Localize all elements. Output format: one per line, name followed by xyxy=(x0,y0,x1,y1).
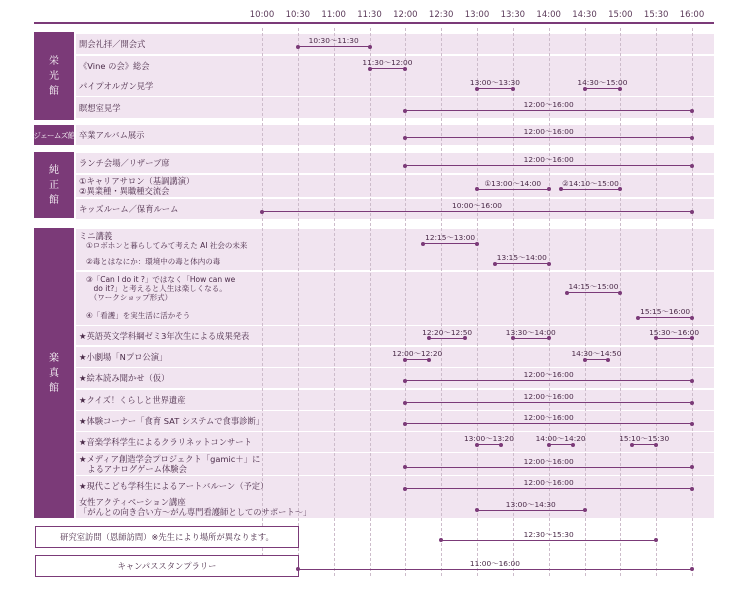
time-tick: 15:30 xyxy=(643,10,669,20)
event-name: ②異業種・異職種交流会 xyxy=(79,186,170,196)
building-name: ジェームズ館 xyxy=(33,130,75,140)
time-range-label: 13:30～14:00 xyxy=(505,327,556,337)
time-range-label: ①13:00～14:00 xyxy=(484,178,542,188)
time-bar xyxy=(585,359,609,360)
time-range-label: 12:00～16:00 xyxy=(523,370,574,380)
event-box-label: キャンパススタンプラリー xyxy=(35,555,299,577)
time-bar xyxy=(441,540,656,541)
time-range-label: 14:15～15:00 xyxy=(568,282,619,292)
time-bar xyxy=(405,165,692,166)
time-bar-endpoint xyxy=(654,538,658,542)
event-name: 卒業アルバム展示 xyxy=(79,130,145,140)
time-tick: 11:30 xyxy=(357,10,382,20)
event-name: キッズルーム／保育ルーム xyxy=(79,204,179,214)
time-range-label: 13:00～14:30 xyxy=(505,499,556,509)
time-range-label: 14:00～14:20 xyxy=(535,434,586,444)
time-range-label: 15:10～15:30 xyxy=(619,434,670,444)
lecture-title: ②毒とはなにか：環境中の毒と体内の毒 xyxy=(86,256,221,266)
time-bar-endpoint xyxy=(690,136,694,140)
time-bar-endpoint xyxy=(690,422,694,426)
time-bar-endpoint xyxy=(475,242,479,246)
time-bar-endpoint xyxy=(583,358,587,362)
row-background xyxy=(76,97,714,118)
grid-line xyxy=(298,28,299,576)
lecture-title: ①ロボホンと暮らしてみて考えた AI 社会の未来 xyxy=(86,241,248,250)
event-box-label: 研究室訪問（恩師訪問）※先生により場所が異なります。 xyxy=(35,526,299,548)
time-range-label: 12:20～12:50 xyxy=(422,327,473,337)
event-name: ランチ会場／リザーブ席 xyxy=(79,158,170,168)
time-bar xyxy=(638,317,692,318)
time-bar xyxy=(405,467,692,468)
event-name: 瞑想室見学 xyxy=(79,102,121,113)
grid-line xyxy=(262,28,263,576)
time-bar xyxy=(405,402,692,403)
event-name: よるアナログゲーム体験会 xyxy=(79,464,187,474)
time-range-label: 12:00～12:20 xyxy=(392,349,443,359)
time-bar-endpoint xyxy=(547,187,551,191)
time-bar xyxy=(429,338,465,339)
time-bar xyxy=(405,110,692,111)
time-bar-endpoint xyxy=(583,508,587,512)
time-bar xyxy=(561,189,621,190)
time-bar xyxy=(298,46,370,47)
time-bar-endpoint xyxy=(565,291,569,295)
time-range-label: 12:00～16:00 xyxy=(523,478,574,488)
time-bar-endpoint xyxy=(690,379,694,383)
time-tick: 14:30 xyxy=(572,10,597,20)
lecture-title: do it?」と考えると人生は楽しくなる。 xyxy=(86,284,227,293)
time-bar xyxy=(656,338,692,339)
time-range-label: 12:00～16:00 xyxy=(523,413,574,423)
row-background xyxy=(76,125,714,145)
time-range-label: 12:30～15:30 xyxy=(523,529,574,539)
time-bar-endpoint xyxy=(547,262,551,266)
building-label xyxy=(34,125,74,145)
grid-line xyxy=(334,28,335,576)
time-range-label: 14:30～15:00 xyxy=(577,78,628,88)
time-range-label: 12:00～16:00 xyxy=(523,456,574,466)
time-bar xyxy=(477,444,501,445)
event-name: ★絵本読み聞かせ（仮） xyxy=(79,373,170,383)
row-background xyxy=(76,153,714,173)
building-label xyxy=(34,228,74,518)
lecture-title: ④「看護」を実生活に活かそう xyxy=(86,310,191,320)
time-bar-endpoint xyxy=(690,401,694,405)
time-bar xyxy=(405,423,692,424)
building-label xyxy=(34,32,74,120)
time-bar-endpoint xyxy=(493,262,497,266)
time-bar xyxy=(370,68,406,69)
building-name: 栄光館 xyxy=(49,55,59,97)
time-range-label: 11:00～16:00 xyxy=(469,558,520,568)
time-bar xyxy=(495,263,549,264)
lecture-title: （ワークショップ形式） xyxy=(86,293,173,302)
time-bar-endpoint xyxy=(439,538,443,542)
time-tick: 12:00 xyxy=(393,10,418,20)
event-name: 《Vine の会》総会 xyxy=(79,61,150,71)
time-bar-endpoint xyxy=(559,187,563,191)
time-range-label: 12:00～16:00 xyxy=(523,100,574,110)
event-name: ★クイズ！くらしと世界遺産 xyxy=(79,395,186,405)
time-tick: 14:00 xyxy=(536,10,561,20)
time-range-label: 10:00～16:00 xyxy=(452,201,502,211)
time-bar xyxy=(298,569,692,570)
time-tick: 10:30 xyxy=(285,10,311,20)
time-range-label: 15:15～16:00 xyxy=(640,307,691,317)
time-bar-endpoint xyxy=(368,45,372,49)
time-bar xyxy=(423,243,477,244)
event-name: ★体験コーナー「食育 SAT システムで食事診断」 xyxy=(79,416,265,426)
time-range-label: 13:15～14:00 xyxy=(496,253,547,263)
event-name: パイプオルガン見学 xyxy=(79,81,154,91)
event-name: ★英語英文学科綱ゼミ3年次生による成果発表 xyxy=(79,330,250,341)
time-bar xyxy=(405,359,429,360)
header-rule xyxy=(34,22,714,24)
time-bar-endpoint xyxy=(690,316,694,320)
time-bar-endpoint xyxy=(690,487,694,491)
event-name: ★メディア創造学会プロジェクト「gamic＋」に xyxy=(79,454,261,464)
time-bar-endpoint xyxy=(296,45,300,49)
time-bar-endpoint xyxy=(547,336,551,340)
time-bar-endpoint xyxy=(421,242,425,246)
time-bar-endpoint xyxy=(368,67,372,71)
time-range-label: 13:00～13:20 xyxy=(463,434,514,444)
time-range-label: 12:00～16:00 xyxy=(523,127,574,137)
time-range-label: 12:00～16:00 xyxy=(523,392,574,402)
time-range-label: 10:30～11:30 xyxy=(308,36,359,46)
time-range-label: 12:15～13:00 xyxy=(425,233,476,243)
time-tick: 10:00 xyxy=(249,10,275,20)
time-bar xyxy=(632,444,656,445)
time-range-label: 12:00～16:00 xyxy=(523,155,574,165)
time-bar xyxy=(477,510,585,511)
grid-line xyxy=(370,28,371,576)
time-bar xyxy=(549,444,573,445)
lecture-title: ③「Can I do it ?」ではなく「How can we xyxy=(86,275,236,284)
time-bar-endpoint xyxy=(690,164,694,168)
time-range-label: ②14:10～15:00 xyxy=(562,178,619,188)
event-name: ★音楽学科学生によるクラリネットコンサート xyxy=(79,437,252,447)
time-range-label: 15:30～16:00 xyxy=(649,327,700,337)
time-tick: 13:00 xyxy=(464,10,490,20)
event-name: 女性アクティベーション講座 xyxy=(79,497,186,507)
time-bar xyxy=(513,338,549,339)
time-tick: 11:00 xyxy=(321,10,346,20)
time-range-label: 13:00～13:30 xyxy=(469,78,520,88)
event-name: ①キャリアサロン（基調講演） xyxy=(79,176,195,186)
time-bar xyxy=(477,189,549,190)
time-bar-endpoint xyxy=(475,87,479,91)
time-bar-endpoint xyxy=(475,443,479,447)
event-name: 「がんとの向き合い方～がん専門看護師としてのサポート～」 xyxy=(79,507,312,517)
time-bar-endpoint xyxy=(583,87,587,91)
time-bar-endpoint xyxy=(690,210,694,214)
building-label xyxy=(34,152,74,218)
time-range-label: 14:30～14:50 xyxy=(571,349,622,359)
time-bar xyxy=(405,380,692,381)
row-background xyxy=(76,368,714,388)
time-bar xyxy=(477,88,513,89)
time-bar-endpoint xyxy=(296,567,300,571)
time-bar-endpoint xyxy=(690,109,694,113)
time-bar xyxy=(405,137,692,138)
time-tick: 15:00 xyxy=(608,10,633,20)
time-bar-endpoint xyxy=(499,443,503,447)
time-bar-endpoint xyxy=(547,443,551,447)
time-bar-endpoint xyxy=(403,109,407,113)
time-bar xyxy=(585,88,621,89)
time-bar xyxy=(405,488,692,489)
time-bar xyxy=(262,211,692,212)
time-bar-endpoint xyxy=(511,87,515,91)
building-name: 純正館 xyxy=(49,164,59,206)
event-name: ★現代こども学科生によるアートバルーン（予定） xyxy=(79,481,269,491)
time-tick: 12:30 xyxy=(428,10,454,20)
time-bar xyxy=(567,292,621,293)
event-name: ★小劇場「Nプロ公演」 xyxy=(79,352,168,362)
event-name: ミニ講義 xyxy=(79,231,113,241)
time-bar-endpoint xyxy=(690,567,694,571)
time-tick: 13:30 xyxy=(500,10,526,20)
time-range-label: 11:30～12:00 xyxy=(362,58,413,68)
building-name: 楽真館 xyxy=(49,352,59,394)
event-name: 開会礼拝／開会式 xyxy=(79,39,146,49)
time-bar-endpoint xyxy=(260,210,264,214)
time-tick: 16:00 xyxy=(679,10,705,20)
time-bar-endpoint xyxy=(571,443,575,447)
row-background xyxy=(76,34,714,54)
